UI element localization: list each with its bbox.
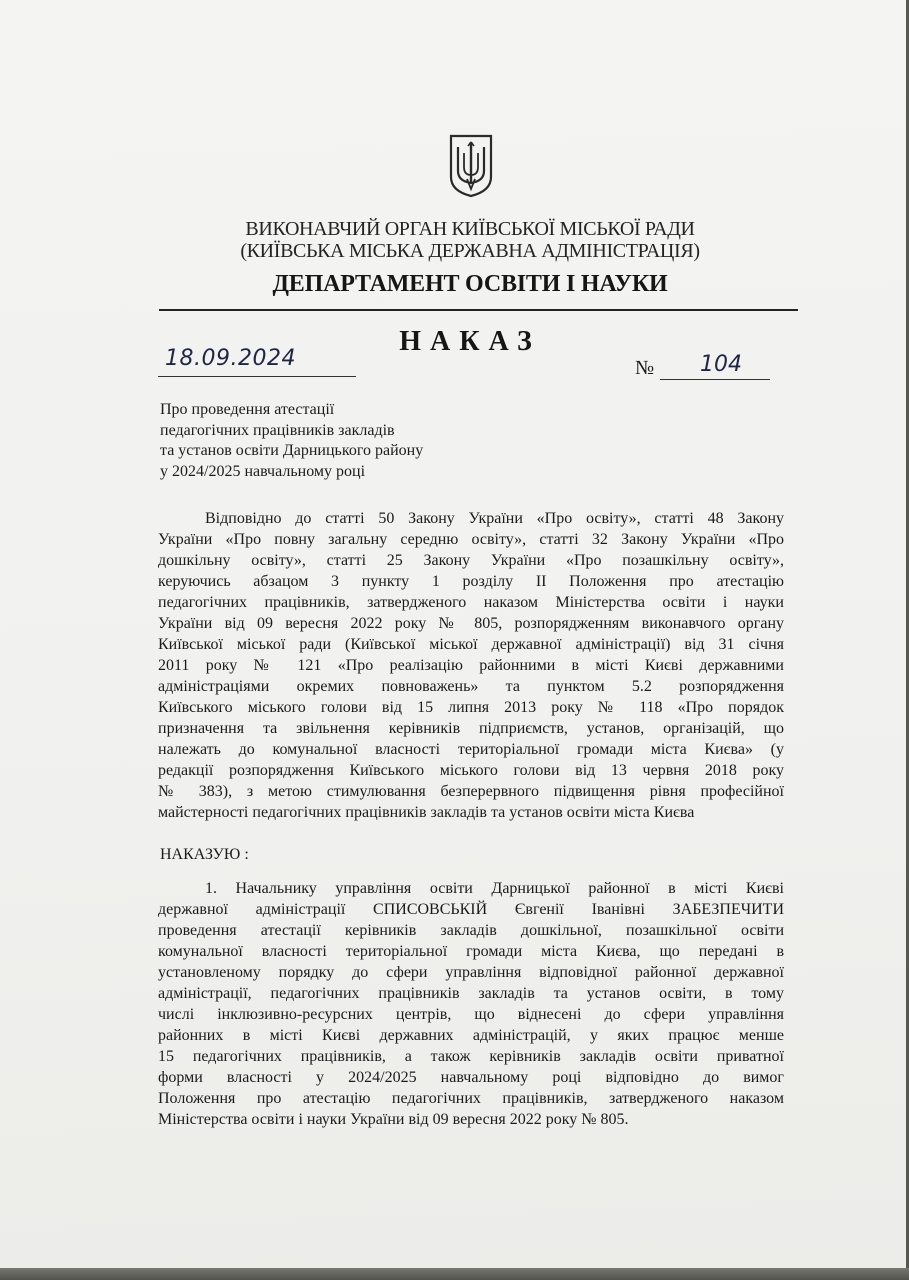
subject-line: у 2024/2025 навчальному році bbox=[160, 462, 366, 480]
subject-line: педагогічних працівників закладів bbox=[160, 421, 395, 439]
preamble-line: 2011 року № 121 «Про реалізацію районними в місті Києві державними bbox=[158, 657, 784, 674]
header-divider bbox=[159, 309, 798, 311]
item-line: Міністерства освіти і науки України від 09 вересня 2022 року № 805. bbox=[158, 1111, 629, 1128]
preamble-line: призначення та звільнення керівників підприємств, установ, організацій, що bbox=[158, 720, 784, 737]
number-label: № bbox=[635, 357, 655, 379]
org-name-line2: (КИЇВСЬКА МІСЬКА ДЕРЖАВНА АДМІНІСТРАЦІЯ) bbox=[240, 240, 700, 262]
preamble-line: України від 09 вересня 2022 року № 805, розпорядженням виконавчого органу bbox=[158, 615, 784, 632]
preamble-line: педагогічних працівників, затвердженого наказом Міністерства освіти і науки bbox=[158, 594, 784, 611]
item-line: числі інклюзивно-ресурсних центрів, що віднесені до сфери управління bbox=[158, 1006, 784, 1023]
preamble-line: Київської міської ради (Київської міської державної адміністрації) від 31 січня bbox=[158, 636, 784, 653]
item-line: державної адміністрації СПИСОВСЬКІЙ Євгенії Іванівні ЗАБЕЗПЕЧИТИ bbox=[158, 901, 784, 918]
department-name: ДЕПАРТАМЕНТ ОСВІТИ І НАУКИ bbox=[272, 271, 668, 297]
subject-line: та установ освіти Дарницького району bbox=[160, 442, 424, 459]
preamble-line: адміністраціями окремих повноважень» та пунктом 5.2 розпорядження bbox=[158, 678, 784, 695]
paper-bottom-edge bbox=[0, 1268, 909, 1280]
item-line: проведення атестації керівників закладів дошкільної, позашкільної освіти bbox=[158, 922, 784, 939]
preamble-line: керуючись абзацом 3 пункту 1 розділу II Положення про атестацію bbox=[158, 573, 784, 590]
subject-block bbox=[160, 400, 423, 482]
preamble-line: України «Про повну загальну середню освіту», статті 32 Закону України «Про bbox=[158, 531, 784, 548]
preamble-line: майстерності педагогічних працівників закладів та установ освіти міста Києва bbox=[158, 804, 695, 821]
subject-line: Про проведення атестації bbox=[160, 401, 335, 418]
preamble-line: належать до комунальної власності територіальної громади міста Києва» (у bbox=[158, 741, 784, 758]
handwritten-number: 104 bbox=[700, 352, 742, 377]
date-underline bbox=[158, 376, 356, 377]
preamble-line: № 383), з метою стимулювання безперервного підвищення рівня професійної bbox=[158, 783, 784, 800]
org-name-line1: ВИКОНАВЧИЙ ОРГАН КИЇВСЬКОЇ МІСЬКОЇ РАДИ bbox=[245, 218, 695, 240]
item-line: адміністрації, педагогічних працівників закладів та установ освіти, в тому bbox=[158, 985, 784, 1002]
item-line: 15 педагогічних працівників, а також керівників закладів освіти приватної bbox=[158, 1048, 784, 1065]
preamble-line: редакції розпорядження Київського міського голови від 13 червня 2018 року bbox=[158, 762, 784, 779]
item-line: установленому порядку до сфери управління відповідної районної державної bbox=[158, 964, 784, 981]
preamble-line: Київського міського голови від 15 липня 2013 року № 118 «Про порядок bbox=[158, 699, 784, 716]
number-underline bbox=[660, 379, 770, 380]
preamble-line: Відповідно до статті 50 Закону України «Про освіту», статті 48 Закону bbox=[205, 510, 784, 527]
nakazuyu-heading: НАКАЗУЮ : bbox=[160, 846, 249, 863]
item-line: районних в місті Києві державних адміністрацій, у яких працює менше bbox=[158, 1027, 784, 1044]
item-line: 1. Начальнику управління освіти Дарницької районної в місті Києві bbox=[205, 880, 784, 897]
preamble-line: дошкільну освіту», статті 25 Закону України «Про позашкільну освіту», bbox=[158, 552, 784, 569]
handwritten-date: 18.09.2024 bbox=[165, 346, 296, 371]
item-line: Положення про атестацію педагогічних працівників, затвердженого наказом bbox=[158, 1090, 784, 1107]
coat-of-arms-icon bbox=[448, 133, 494, 199]
document-title: НАКАЗ bbox=[399, 326, 541, 357]
item-line: комунальної власності територіальної громади міста Києва, що передані в bbox=[158, 943, 784, 960]
item-line: форми власності у 2024/2025 навчальному році відповідно до вимог bbox=[158, 1069, 784, 1086]
